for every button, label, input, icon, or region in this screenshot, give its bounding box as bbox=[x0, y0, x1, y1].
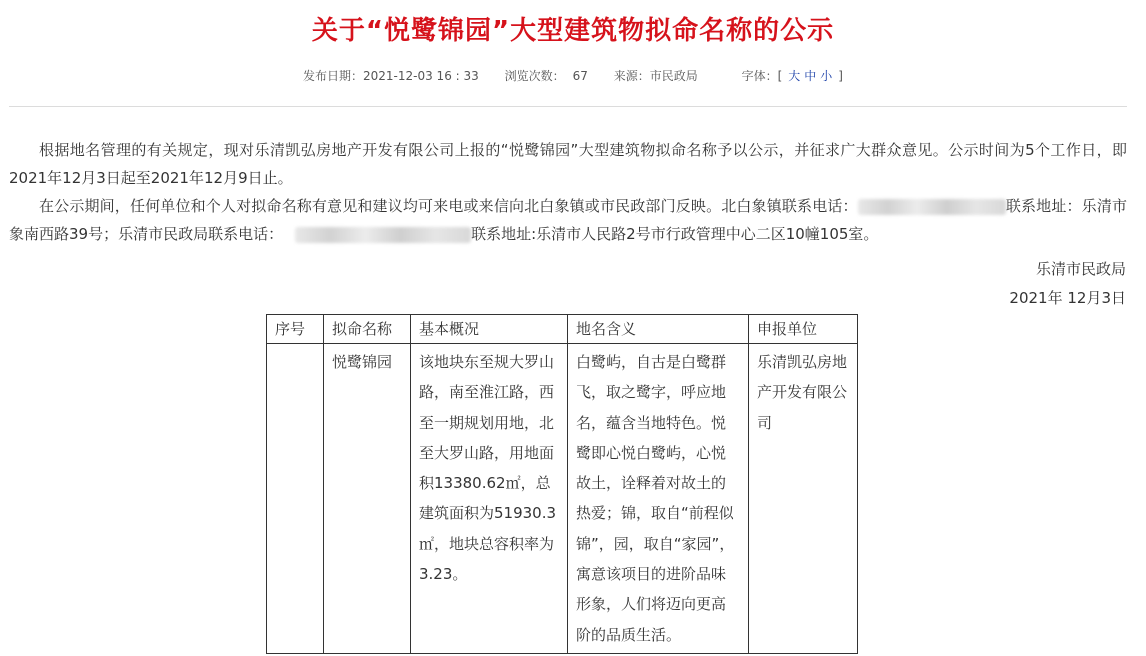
font-small-link[interactable]: 小 bbox=[820, 69, 833, 83]
paragraph-notice: 根据地名管理的有关规定，现对乐清凯弘房地产开发有限公司上报的“悦鹭锦园”大型建筑物拟命名称予以公示，并征求广大群众意见。公示时间为5个工作日，即2021年12月3日起至2021年12月9日止。 bbox=[9, 141, 1127, 187]
naming-table bbox=[266, 314, 858, 654]
header-applicant: 申报单位 bbox=[749, 315, 858, 344]
contact-text-1: 在公示期间，任何单位和个人对拟命名称有意见和建议均可来电或来信向北白象镇或市民政部门反映。北白象镇联系电话： bbox=[39, 197, 858, 215]
redacted-phone-2 bbox=[295, 227, 471, 243]
cell-name: 悦鹭锦园 bbox=[324, 344, 411, 654]
view-count-value: 67 bbox=[572, 69, 588, 83]
cell-overview: 该地块东至规大罗山路，南至淮江路，西至一期规划用地，北至大罗山路，用地面积13380.62㎡，总建筑面积为51930.3㎡，地块总容积率为3.23。 bbox=[411, 344, 568, 654]
signature-date: 2021年 12月3日 bbox=[1009, 289, 1126, 307]
signature-org: 乐清市民政局 bbox=[1035, 260, 1126, 278]
font-size-close: ] bbox=[838, 69, 843, 83]
header-meaning: 地名含义 bbox=[568, 315, 749, 344]
cell-applicant: 乐清凯弘房地产开发有限公司 bbox=[749, 344, 858, 654]
font-large-link[interactable]: 大 bbox=[788, 69, 801, 83]
source: 来源：市民政局 bbox=[613, 69, 698, 83]
header-overview: 基本概况 bbox=[411, 315, 568, 344]
cell-meaning: 白鹭屿，自古是白鹭群飞，取之鹭字，呼应地名，蕴含当地特色。悦鹭即心悦白鹭屿，心悦故土，诠释着对故土的热爱；锦，取自“前程似锦”，园，取自“家园”，寓意该项目的进阶品味形象，人们将迈向更高阶的品质生活。 bbox=[568, 344, 749, 654]
page-title: 关于“悦鹭锦园”大型建筑物拟命名称的公示 bbox=[311, 16, 835, 46]
table-header-row bbox=[267, 315, 858, 344]
header-index: 序号 bbox=[267, 315, 324, 344]
cell-index bbox=[267, 344, 324, 654]
paragraph-contact bbox=[9, 192, 1127, 248]
view-count-label: 浏览次数： bbox=[504, 69, 565, 83]
article-meta bbox=[0, 67, 1146, 84]
header-name: 拟命名称 bbox=[324, 315, 411, 344]
font-medium-link[interactable]: 中 bbox=[804, 69, 817, 83]
font-size-switcher bbox=[724, 69, 843, 83]
redacted-phone-1 bbox=[858, 199, 1006, 215]
title-divider bbox=[9, 106, 1127, 107]
table-row bbox=[267, 344, 858, 654]
contact-text-3: 联系地址:乐清市人民路2号市行政管理中心二区10幢105室。 bbox=[471, 225, 879, 243]
contact-text-2: 联系地址：乐清市象南西路39号；乐清市民政局联系电话： bbox=[9, 197, 1127, 243]
font-size-label: 字体：[ bbox=[741, 69, 783, 83]
article-body bbox=[9, 136, 1127, 248]
view-count bbox=[505, 69, 588, 83]
publish-date: 发布日期：2021-12-03 16 : 33 bbox=[303, 69, 479, 83]
